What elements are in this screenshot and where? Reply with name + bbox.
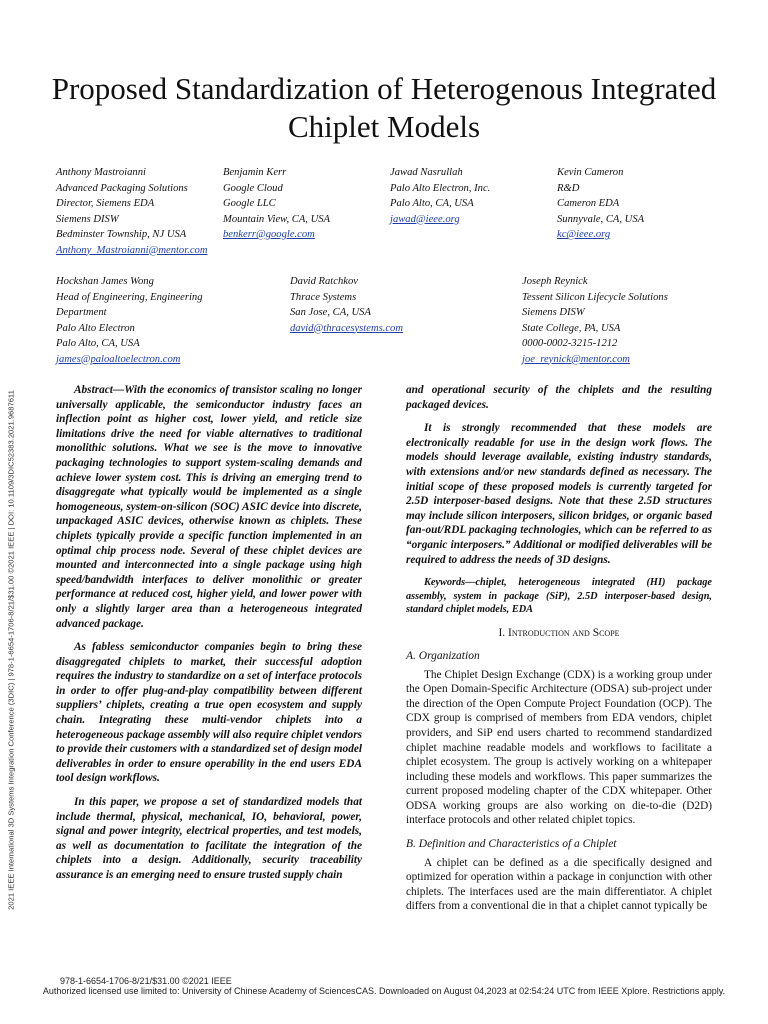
paper-title: Proposed Standardization of Heterogenous Integrated Chiplet Models bbox=[51, 71, 717, 144]
paragraph: It is strongly recommended that these models are electronically readable for use in the design work flows. The models should leverage available, existing industry standards, with extensions and/or new standards defined as necessary. The initial scope of these proposed models is currently targeted for 2.5D interposer-based designs. Note that these 2.5D structures may include silicon interposers, silicon bridges, or organic based fan-out/RDL packaging technologies, which can be referred to as “organic interposers.” Additional or modified deliverables will be required to address the needs of 3D designs. bbox=[406, 422, 712, 566]
author-email-link[interactable]: kc@ieee.org bbox=[557, 229, 611, 240]
author-block: Jawad Nasrullah Palo Alto Electron, Inc. Palo Alto, CA, USA jawad@ieee.org bbox=[390, 165, 490, 227]
author-block: Joseph Reynick Tessent Silicon Lifecycle Solutions Siemens DISW State College, PA, USA 0000-0002-3215-1212 joe_reynick@mentor.com bbox=[522, 274, 668, 367]
subsection-heading: B. Definition and Characteristics of a Chiplet bbox=[406, 838, 617, 851]
author-block: Hockshan James Wong Head of Engineering, Engineering Department Palo Alto Electron Palo Alto, CA, USA james@paloaltoelectron.com bbox=[56, 274, 203, 367]
author-email-link[interactable]: joe_reynick@mentor.com bbox=[522, 353, 630, 365]
right-column bbox=[406, 383, 712, 923]
authorized-use-footer: Authorized licensed use limited to: University of Chinese Academy of SciencesCAS. Downloaded on August 04,2023 at 02:54:24 UTC from IEEE Xplore. Restrictions apply. bbox=[42, 986, 726, 996]
author-block: Kevin Cameron R&D Cameron EDA Sunnyvale, CA, USA kc@ieee.org bbox=[557, 165, 644, 243]
sidebar-citation: 2021 IEEE International 3D Systems Integration Conference (3DIC) | 978-1-6654-1706-8/21/$31.00 ©2021 IEEE | DOI: 10.1109/3DIC52383.2021.9687611 bbox=[6, 390, 16, 910]
author-email-link[interactable]: benkerr@google.com bbox=[223, 229, 315, 240]
paragraph: The Chiplet Design Exchange (CDX) is a working group under the Open Domain-Specific Architecture (ODSA) sub-project under the direction of the Open Compute Project Foundation (OCP). The CDX group is comprised of members from EDA vendors, chiplet providers, and SiP end users charted to recommend standardized chiplet machine readable models and workflows to facilitate a chiplet ecosystem. The group is actively working on a whitepaper including these models and workflows. This paper summarizes the current proposed modeling chapter of the CDX whitepaper. Other ODSA working groups are also working on die-to-die (D2D) interface protocols and other related chiplet topics. bbox=[406, 668, 712, 827]
author-email-link[interactable]: james@paloaltoelectron.com bbox=[56, 353, 181, 365]
subsection-heading: A. Organization bbox=[406, 649, 480, 662]
author-block: Anthony Mastroianni Advanced Packaging Solutions Director, Siemens EDA Siemens DISW Bedminster Township, NJ USA Anthony_Mastroianni@mentor.com bbox=[56, 165, 207, 258]
author-block: David Ratchkov Thrace Systems San Jose, CA, USA david@thracesystems.com bbox=[290, 274, 403, 336]
left-column bbox=[56, 383, 362, 892]
abstract: Abstract—With the economics of transistor scaling no longer universally applicable, the semiconductor industry faces an inflection point as higher cost, lower yield, and reticle size limitations drive the need for viable alternatives to traditional monolithic solutions. What we see is the move to innovative packaging technologies to support system-scaling demands and achieve lower system cost. This is driving an emerging trend to disaggregate what typically would be implemented as a single homogeneous, system-on-silicon (SOC) ASIC device into discrete, unpackaged ASIC devices, otherwise known as chiplets. These chiplets typically provide a specific function implemented in an optimal chip process node. Several of these chiplet devices are mounted and interconnected into a single package using high speed/bandwidth interfaces to deliver monolithic or greater performance at reduced cost, higher yield, and lower power with only a slightly larger area than a heterogeneous integrated advanced package. bbox=[56, 384, 362, 630]
author-email-link[interactable]: Anthony_Mastroianni@mentor.com bbox=[56, 244, 208, 256]
paragraph: As fabless semiconductor companies begin to bring these disaggregated chiplets to market, their successful adoption requires the industry to standardize on a set of interface protocols in order to offer plug-and-play compatibility between different suppliers’ chiplets, creating a true open ecosystem and supply chain. Integrating these multi-vendor chiplets into a heterogeneous package assembly will also require chiplet vendors to provide their customers with a standardized set of design model deliverables in order to ensure operability in the end users EDA tool design workflows. bbox=[56, 641, 362, 785]
author-email-link[interactable]: david@thracesystems.com bbox=[290, 322, 404, 334]
keywords: Keywords—chiplet, heterogeneous integrated (HI) package assembly, system in package (SiP), 2.5D interposer-based design, standard chiplet models, EDA bbox=[406, 577, 712, 615]
paragraph: In this paper, we propose a set of standardized models that include thermal, physical, mechanical, IO, behavioral, power, signal and power integrity, electrical properties, and test models, as well as documentation to facilitate the integration of the chiplets into a design. Additionally, security traceability assurance is an emerging need to ensure trusted supply chain bbox=[56, 796, 362, 881]
paragraph: and operational security of the chiplets and the resulting packaged devices. bbox=[406, 384, 712, 411]
author-email-link[interactable]: jawad@ieee.org bbox=[390, 213, 460, 225]
author-block: Benjamin Kerr Google Cloud Google LLC Mountain View, CA, USA benkerr@google.com bbox=[223, 165, 330, 243]
section-heading: I. Introduction and Scope bbox=[498, 627, 620, 640]
paragraph: A chiplet can be defined as a die specifically designed and optimized for operation within a package in conjunction with other chiplets. The interfaces used are the main differentiator. A chiplet differs from a conventional die in that a chiplet cannot typically be bbox=[406, 856, 712, 913]
copyright-footer: 978-1-6654-1706-8/21/$31.00 ©2021 IEEE bbox=[60, 976, 232, 986]
